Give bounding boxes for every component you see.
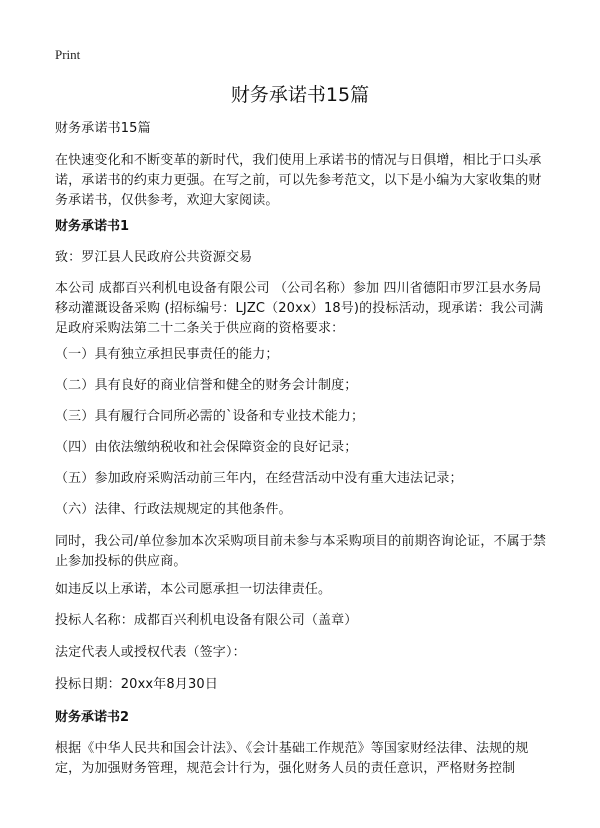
bid-date-line: 投标日期：20xx年8月30日	[55, 677, 218, 692]
section-heading-1: 财务承诺书1	[55, 219, 130, 234]
declaration-paragraph: 同时，我公司/单位参加本次采购项目前未参与本采购项目的前期咨询论证，不属于禁止参加投标的供应商。	[55, 534, 547, 569]
list-item: （三）具有履行合同所必需的`设备和专业技术能力；	[55, 409, 365, 424]
list-item: （一）具有独立承担民事责任的能力；	[55, 347, 279, 362]
print-link[interactable]: Print	[55, 47, 81, 62]
page-title: 财务承诺书15篇	[230, 84, 370, 106]
list-item: （四）由依法缴纳税收和社会保障资金的良好记录；	[55, 440, 358, 455]
document-subtitle: 财务承诺书15篇	[55, 121, 151, 136]
representative-line: 法定代表人或授权代表（签字）：	[55, 645, 246, 660]
addressee-line: 致：罗江县人民政府公共资源交易	[55, 250, 253, 265]
intro-paragraph: 在快速变化和不断变革的新时代，我们使用上承诺书的情况与日俱增，相比于口头承诺，承诺书的约束力更强。在写之前，可以先参考范文，以下是小编为大家收集的财务承诺书，仅供参考，欢迎大家阅读。	[55, 153, 542, 208]
liability-paragraph: 如违反以上承诺，本公司愿承担一切法律责任。	[55, 582, 332, 597]
commitment-paragraph: 本公司 成都百兴利机电设备有限公司 （公司名称）参加 四川省德阳市罗江县水务局移动灌溉设备采购 (招标编号：LJZC（20xx）18号)的投标活动，现承诺：我公司满足政府采购法第二十二条关于供应商的资格要求：	[55, 281, 544, 336]
section2-paragraph: 根据《中华人民共和国会计法》、《会计基础工作规范》等国家财经法律、法规的规定，为加强财务管理，规范会计行为，强化财务人员的责任意识，严格财务控制	[55, 741, 529, 776]
list-item: （五）参加政府采购活动前三年内，在经营活动中没有重大违法记录；	[55, 471, 463, 486]
section-heading-2: 财务承诺书2	[55, 710, 130, 725]
list-item: （六）法律、行政法规规定的其他条件。	[55, 502, 292, 517]
bidder-name-line: 投标人名称：成都百兴利机电设备有限公司（盖章）	[55, 613, 358, 628]
list-item: （二）具有良好的商业信誉和健全的财务会计制度；	[55, 378, 358, 393]
